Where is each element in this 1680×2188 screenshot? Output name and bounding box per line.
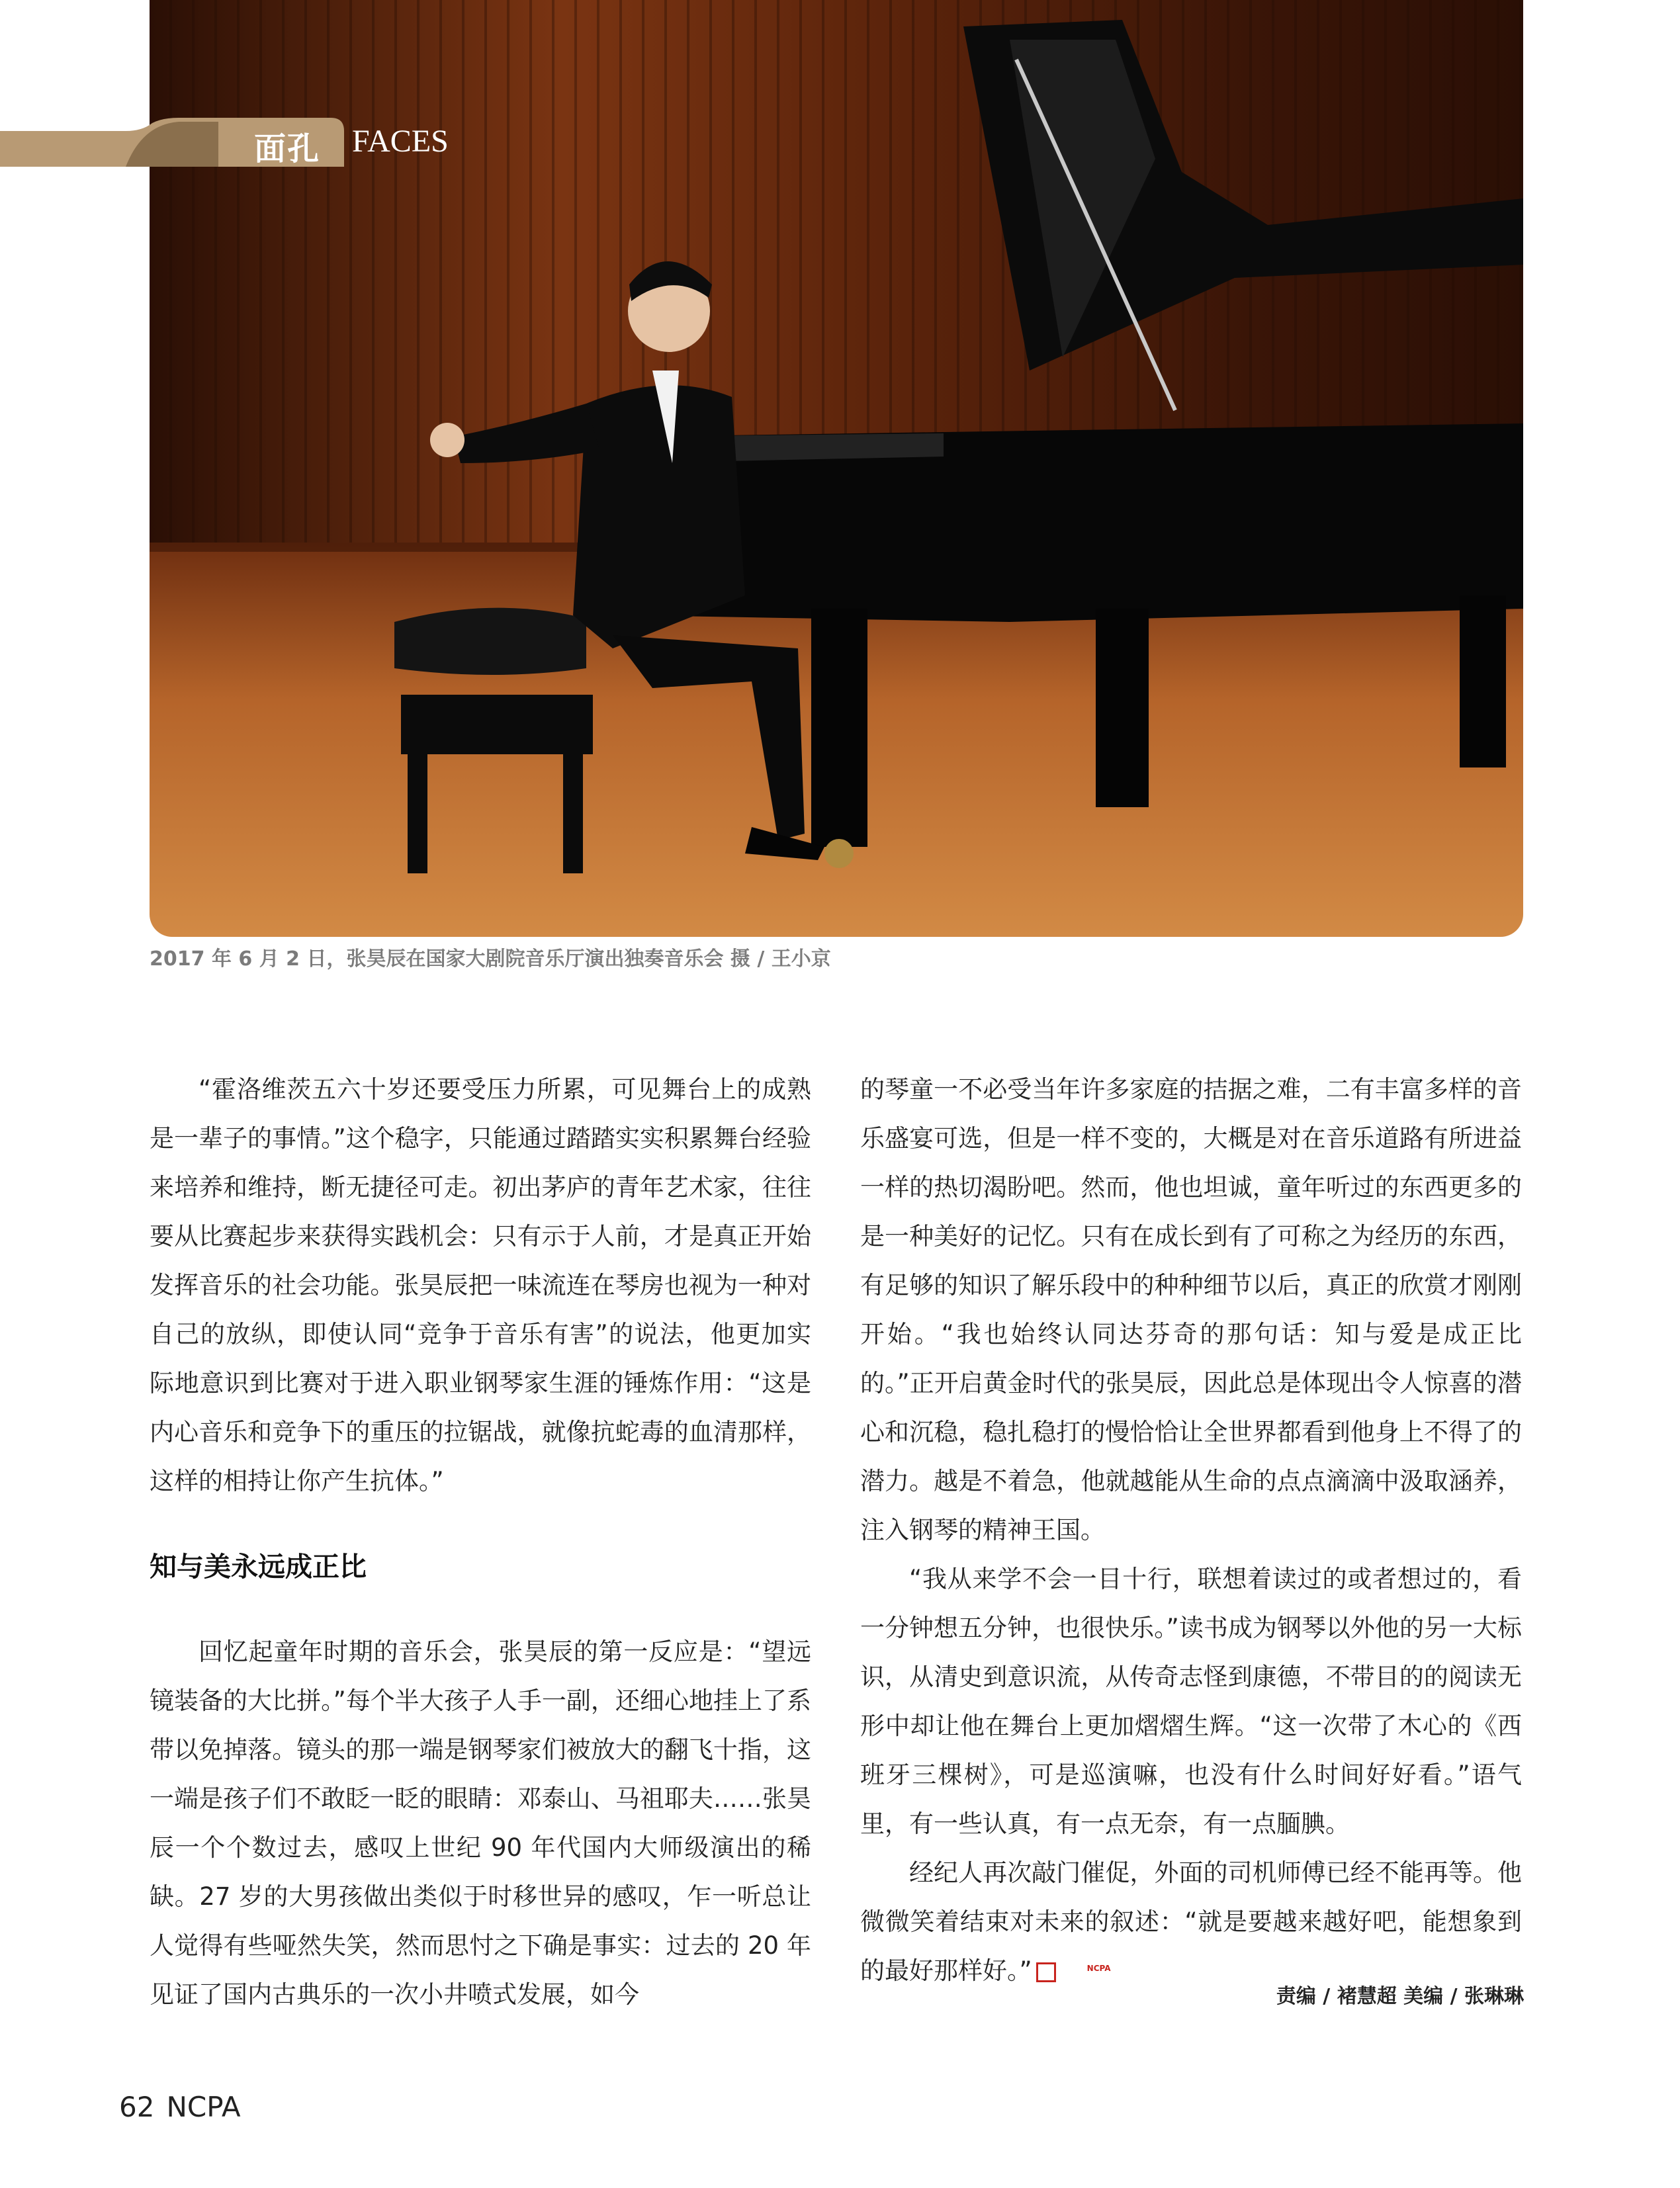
page-footer xyxy=(119,2091,241,2123)
right-paragraph-1: 的琴童一不必受当年许多家庭的拮据之难，二有丰富多样的音乐盛宴可选，但是一样不变的，大概是对在音乐道路有所进益一样的热切渴盼吧。然而，他也坦诚，童年听过的东西更多的是一种美好的记忆。只有在成长到有了可称之为经历的东西，有足够的知识了解乐段中的种种细节以后，真正的欣赏才刚刚开始。“我也始终认同达芬奇的那句话：知与爱是成正比的。”正开启黄金时代的张昊辰，因此总是体现出令人惊喜的潜心和沉稳，稳扎稳打的慢恰恰让全世界都看到他身上不得了的潜力。越是不着急，他就越能从生命的点点滴滴中汲取涵养，注入钢琴的精神王国。 xyxy=(860,1075,1522,1544)
right-paragraph-3-text: 经纪人再次敲门催促，外面的司机师傅已经不能再等。他微微笑着结束对未来的叙述：“就是要越来越好吧，能想象到的最好那样好。” xyxy=(860,1859,1522,1985)
editor-credits: 责编 / 褚慧超 美编 / 张琳琳 xyxy=(1276,1985,1524,2008)
left-paragraph-1: “霍洛维茨五六十岁还要受压力所累，可见舞台上的成熟是一辈子的事情。”这个稳字，只能通过踏踏实实积累舞台经验来培养和维持，断无捷径可走。初出茅庐的青年艺术家，往往要从比赛起步来获得实践机会：只有示于人前，才是真正开始发挥音乐的社会功能。张昊辰把一味流连在琴房也视为一种对自己的放纵，即使认同“竞争于音乐有害”的说法，他更加实际地意识到比赛对于进入职业钢琴家生涯的锤炼作用：“这是内心音乐和竞争下的重压的拉锯战，就像抗蛇毒的血清那样，这样的相持让你产生抗体。” xyxy=(150,1075,811,1495)
page-number: 62 xyxy=(119,2091,155,2123)
photo-caption: 2017 年 6 月 2 日，张昊辰在国家大剧院音乐厅演出独奏音乐会 摄 / 王小京 xyxy=(150,947,831,971)
magazine-name: NCPA xyxy=(166,2091,241,2123)
section-label-en: FACES xyxy=(352,124,449,159)
section-label-cn: 面孔 xyxy=(254,130,321,167)
ncpa-seal-icon: NCPA xyxy=(1036,1962,1056,1982)
section-heading: 知与美永远成正比 xyxy=(150,1551,367,1583)
right-paragraph-2: “我从来学不会一目十行，联想着读过的或者想过的，看一分钟想五分钟，也很快乐。”读书成为钢琴以外他的另一大标识，从清史到意识流，从传奇志怪到康德，不带目的的阅读无形中却让他在舞台上更加熠熠生辉。“这一次带了木心的《西班牙三棵树》，可是巡演嘛，也没有什么时间好好看。”语气里，有一些认真，有一点无奈，有一点腼腆。 xyxy=(860,1565,1522,1838)
right-column xyxy=(860,1065,1522,1995)
right-paragraph-3 xyxy=(860,1849,1522,1995)
left-column xyxy=(150,1065,811,2019)
left-paragraph-2: 回忆起童年时期的音乐会，张昊辰的第一反应是：“望远镜装备的大比拼。”每个半大孩子人手一副，还细心地挂上了系带以免掉落。镜头的那一端是钢琴家们被放大的翻飞十指，这一端是孩子们不敢眨一眨的眼睛：邓泰山、马祖耶夫……张昊辰一个个数过去，感叹上世纪 90 年代国内大师级演出的稀缺。27 岁的大男孩做出类似于时移世异的感叹，乍一听总让人觉得有些哑然失笑，然而思忖之下确是事实：过去的 20 年见证了国内古典乐的一次小井喷式发展，如今 xyxy=(150,1638,811,2009)
